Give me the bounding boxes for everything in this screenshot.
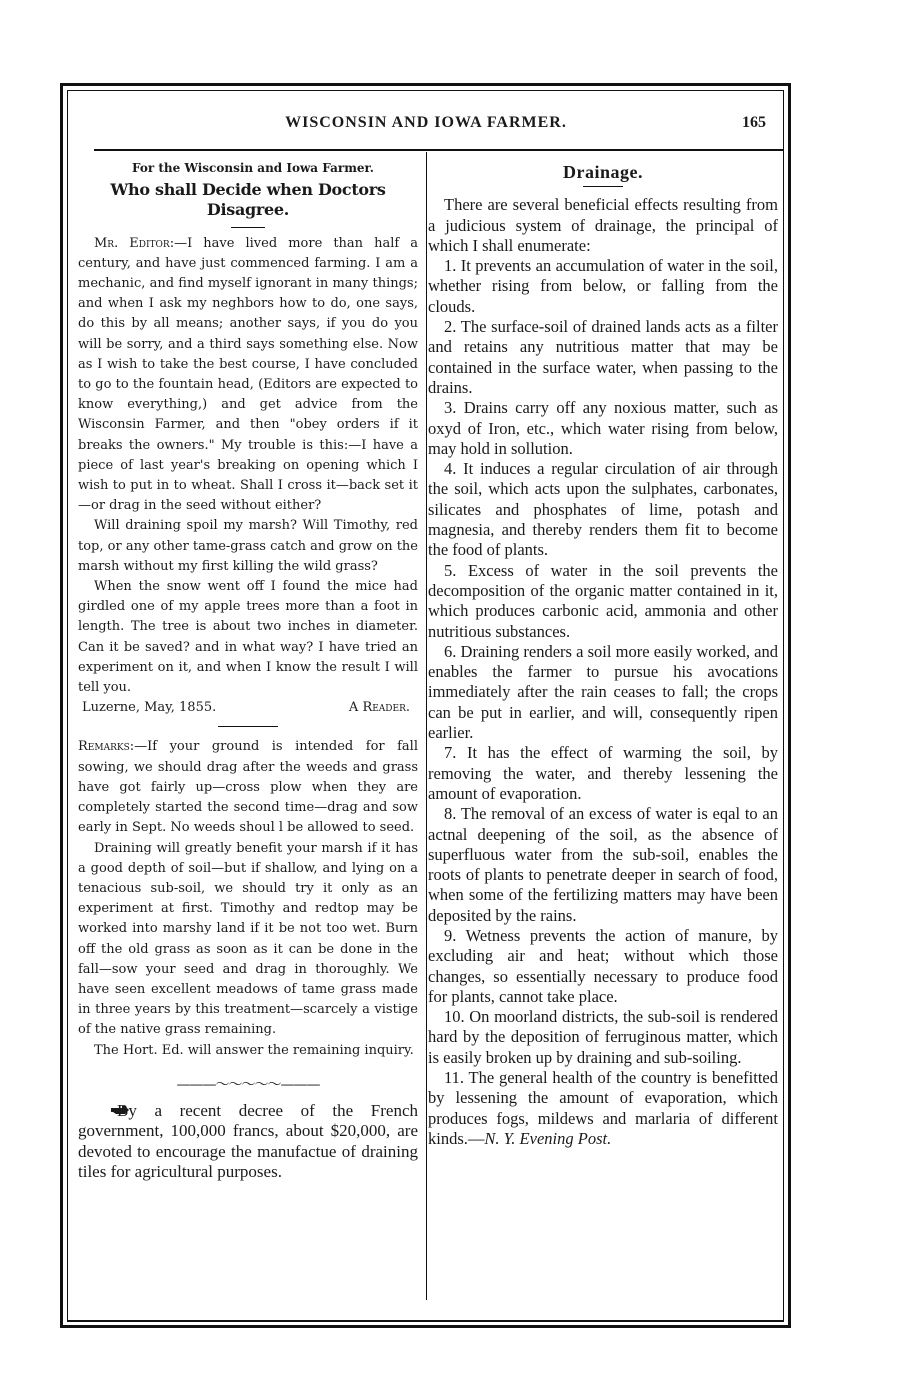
left-column (78, 158, 418, 1182)
letter-paragraph: Will draining spoil my marsh? Will Timothy, red top, or any other tame-grass catch and grow on the marsh without my first killing the wild grass? (78, 518, 418, 574)
drainage-item-last: 11. The general health of the country is benefitted by lessening the amount of evaporation, which produces fogs, mildews and marlaria of different kinds.—N. Y. Evening Post. (428, 1068, 778, 1148)
drainage-title: Drainage. (563, 162, 643, 182)
section-rule (218, 726, 278, 727)
pointing-hand-icon (94, 1101, 114, 1121)
journal-title: WISCONSIN AND IOWA FARMER. (285, 114, 567, 131)
article-title: Who shall Decide when Doctors Disagree. (110, 180, 386, 220)
drainage-item: 5. Excess of water in the soil prevents the decomposition of the organic matter contained in it, which produces carbonic acid, ammonia and other nutritious substances. (428, 560, 778, 641)
remarks-paragraph: The Hort. Ed. will answer the remaining inquiry. (94, 1042, 414, 1058)
drainage-item: 4. It induces a regular circulation of air through the soil, which acts upon the sulphates, carbonates, silicates and phosphates of lime, potash and magnesia, and thereby renders them fit to become the food of plants. (428, 459, 778, 560)
drainage-item: 3. Drains carry off any noxious matter, such as oxyd of Iron, etc., which water rising from below, may hold in sollution. (428, 398, 778, 458)
right-column (428, 158, 778, 1149)
letter-paragraph: When the snow went off I found the mice had girdled one of my apple trees more than a foot in length. The tree is about two inches in diameter. Can it be saved? and in what way? I have tried an experiment on it, and when I know the result I will tell you. (78, 579, 418, 696)
drainage-item: 10. On moorland districts, the sub-soil is rendered hard by the deposition of ferruginous matter, which is easily broken up by draining and sub-soiling. (428, 1007, 778, 1067)
drainage-item: 2. The surface-soil of drained lands acts as a filter and retains any nutritious matter that may be contained in the surface water, when passing to the drains. (428, 317, 778, 397)
drainage-title-rule (583, 186, 623, 187)
drainage-intro: There are several beneficial effects resulting from a judicious system of drainage, the principal of which I shall enumerate: (428, 195, 778, 255)
drainage-item: 6. Draining renders a soil more easily worked, and enables the farmer to pursue his avocations immediately after the rain ceases to fall; the crops can be put in earlier, and will, consequently ripen earlier. (428, 641, 778, 743)
remarks-paragraph: Remarks:—If your ground is intended for fall sowing, we should drag after the weeds and grass have got fairly up—cross plow when they are completely started the second time—drag and sow early in Sept. No weeds shoul l be allowed to seed. (78, 739, 418, 836)
column-divider (426, 152, 427, 1300)
signature-line (78, 698, 418, 718)
title-rule (231, 227, 265, 228)
header-rule (94, 149, 784, 151)
running-header (80, 114, 772, 136)
drainage-item: 8. The removal of an excess of water is eqal to an actnal deepening of the soil, as the absence of superfluous water from the sub-soil, enables the roots of plants to penetrate deeper in search of food, when some of the fertilizing matters may have been deposited by the rains. (428, 804, 778, 925)
signature-place: Luzerne, May, 1855. (82, 700, 217, 716)
for-line: For the Wisconsin and Iowa Farmer. (132, 161, 374, 175)
signature-name: A Reader. (348, 700, 410, 716)
drainage-item: 7. It has the effect of warming the soil, by removing the water, and thereby lessening the amount of evaporation. (428, 743, 778, 803)
source-credit: N. Y. Evening Post. (484, 1128, 612, 1148)
remarks-paragraph: Draining will greatly benefit your marsh if it has a good depth of soil—but if shallow, and lying on a tenacious sub-soil, we should try it only as an experiment at first. Timothy and redtop may be worked into marshy land if it be not too wet. Burn off the old grass as soon as it can be done in the fall—sow your seed and drag in thoroughly. We have seen excellent meadows of tame grass made in three years by this treatment—scarcely a vistige of the native grass remaining. (78, 840, 418, 1038)
bottom-double-rule (67, 1320, 784, 1322)
drainage-item: 1. It prevents an accumulation of water in the soil, whether rising from below, or falling from the clouds. (428, 256, 778, 316)
page-number: 165 (742, 114, 766, 131)
drainage-item: 9. Wetness prevents the action of manure, by excluding air and heat; without which those changes, so essentially necessary to produce food for plants, cannot take place. (428, 925, 778, 1006)
notice-paragraph: By a recent decree of the French government, 100,000 francs, about $20,000, are devoted to encourage the manufactue of draining tiles for agricultural purposes. (78, 1100, 418, 1181)
salutation: Mr. Editor: (94, 235, 175, 251)
ornamental-rule: ———〜〜〜〜〜——— (176, 1076, 320, 1093)
remarks-label: Remarks: (78, 739, 135, 755)
letter-paragraph: Mr. Editor:—I have lived more than half a century, and have just commenced farming. I am a mechanic, and find myself ignorant in many things; and when I ask my neghbors how to do, one says, do this by all means; another says, if you do you will be sorry, and a third says something else. Now as I wish to take the best course, I have concluded to go to the fountain head, (Editors are expected to know everything,) and get advice from the Wisconsin Farmer, and then "obey orders if it breaks the owners." My trouble is this:—I have a piece of last year's breaking on opening which I wish to put in to wheat. Shall I cross it—back set it—or drag in the seed without either? (78, 235, 418, 514)
